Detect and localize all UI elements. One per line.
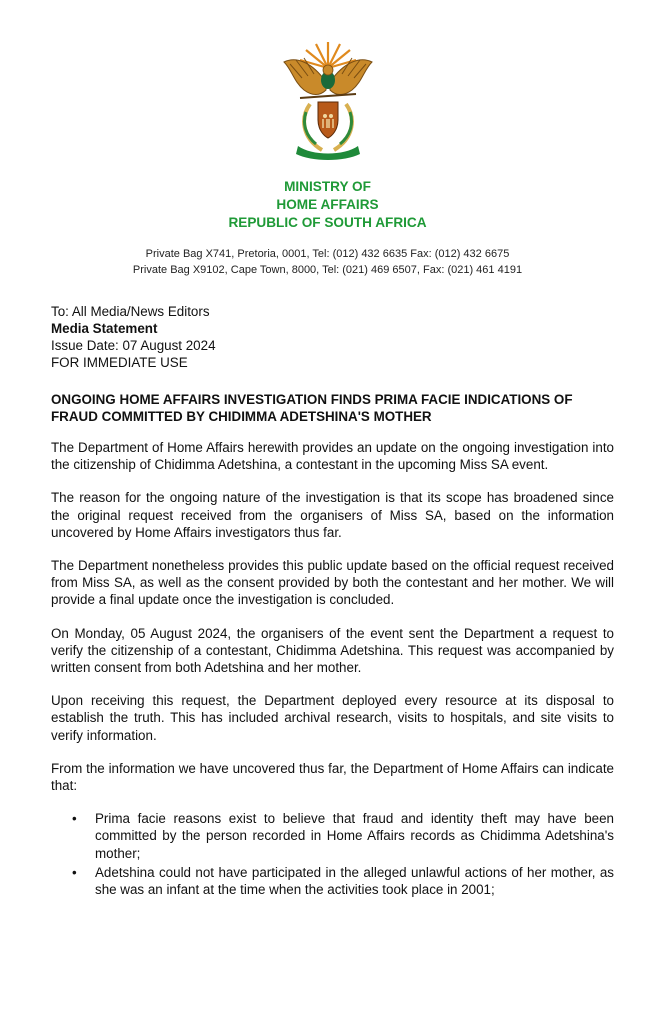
- address-line-cape-town: Private Bag X9102, Cape Town, 8000, Tel: (021) 469 6507, Fax: (021) 461 4191: [132, 264, 523, 276]
- release-note: FOR IMMEDIATE USE: [51, 355, 188, 370]
- body-paragraph: The Department of Home Affairs herewith provides an update on the ongoing investigation into the citizenship of Chidimma Adetshina, a contestant in the upcoming Miss SA event.: [51, 440, 614, 473]
- coat-of-arms-icon: [276, 38, 380, 162]
- statement-meta: [51, 303, 216, 371]
- recipient-line: To: All Media/News Editors: [51, 304, 210, 319]
- body-paragraph: The Department nonetheless provides this public update based on the official request received from Miss SA, as well as the consent provided by both the contestant and her mother. We will provide a final update once the investigation is concluded.: [51, 558, 614, 608]
- ministry-line: REPUBLIC OF SOUTH AFRICA: [228, 215, 427, 230]
- address-block: [0, 246, 655, 278]
- body-paragraph: Upon receiving this request, the Department deployed every resource at its disposal to establish the truth. This has included archival research, visits to hospitals, and site visits to verify information.: [51, 693, 614, 743]
- findings-list: [51, 810, 614, 898]
- ministry-line: MINISTRY OF: [284, 179, 371, 194]
- ministry-heading: [0, 178, 655, 232]
- ministry-line: HOME AFFAIRS: [276, 197, 379, 212]
- issue-date: Issue Date: 07 August 2024: [51, 338, 216, 353]
- body-paragraph: On Monday, 05 August 2024, the organisers of the event sent the Department a request to verify the citizenship of a contestant, Chidimma Adetshina. This request was accompanied by written consent from both Adetshina and her mother.: [51, 625, 614, 676]
- body-paragraph: The reason for the ongoing nature of the investigation is that its scope has broadened since the original request received from the organisers of Miss SA, based on the information uncovered by Home Affairs investigators thus far.: [51, 490, 614, 540]
- statement-type: Media Statement: [51, 321, 158, 336]
- statement-headline: ONGOING HOME AFFAIRS INVESTIGATION FINDS PRIMA FACIE INDICATIONS OF FRAUD COMMITTED BY CHIDIMMA ADETSHINA'S MOTHER: [51, 392, 573, 424]
- address-line-pretoria: Private Bag X741, Pretoria, 0001, Tel: (012) 432 6635 Fax: (012) 432 6675: [145, 248, 510, 260]
- body-paragraph: From the information we have uncovered thus far, the Department of Home Affairs can indicate that:: [51, 760, 614, 794]
- statement-body: [51, 439, 614, 900]
- findings-list-item: • Adetshina could not have participated in the alleged unlawful actions of her mother, as she was an infant at the time when the activities took place in 2001;: [95, 864, 614, 898]
- findings-list-item: • Prima facie reasons exist to believe that fraud and identity theft may have been committed by the person recorded in Home Affairs records as Chidimma Adetshina's mother;: [95, 810, 614, 862]
